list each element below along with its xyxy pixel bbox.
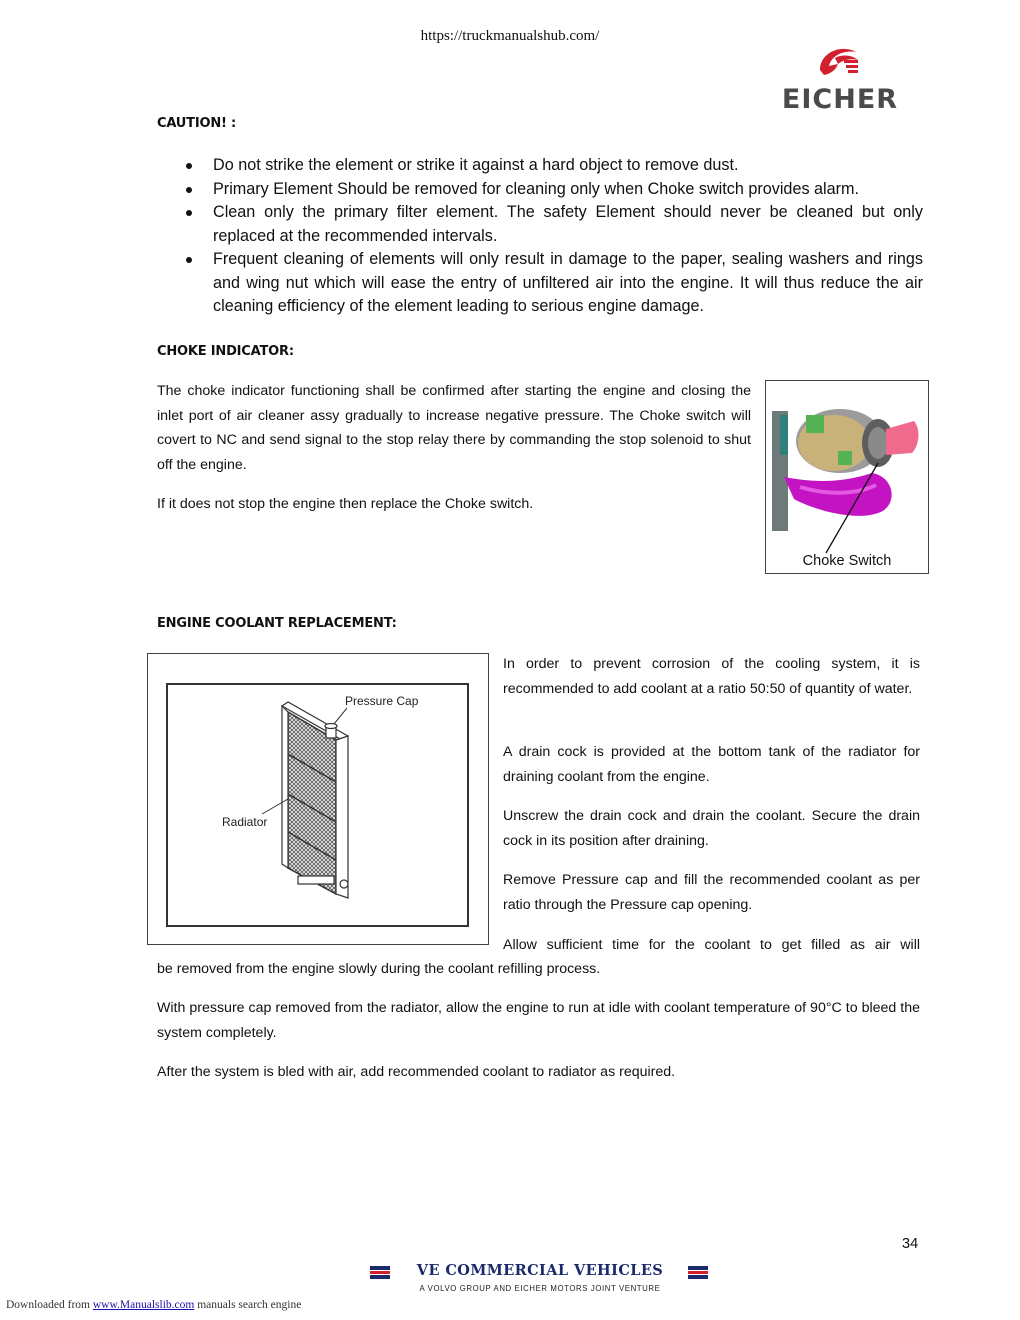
caution-heading: CAUTION! : bbox=[157, 116, 237, 131]
choke-paragraph: The choke indicator functioning shall be confirmed after starting the engine and closing the inlet port of air cleaner assy gradually to increase negative pressure. The Choke switch will covert to NC and send signal to the stop relay there by commanding the stop solenoid to shut off the engine. bbox=[157, 383, 751, 473]
downloaded-prefix: Downloaded from bbox=[6, 1299, 90, 1311]
coolant-paragraph-wrap-first: Allow sufficient time for the coolant to get filled as air will bbox=[503, 937, 920, 953]
coolant-paragraph-wrap-rest: be removed from the engine slowly during the coolant refilling process. bbox=[157, 961, 601, 977]
pressure-cap-label: Pressure Cap bbox=[345, 694, 419, 708]
choke-switch-figure bbox=[765, 380, 929, 574]
logo-wordmark: EICHER bbox=[781, 84, 899, 114]
coolant-paragraph: Remove Pressure cap and fill the recommended coolant as per ratio through the Pressure cap opening. bbox=[503, 872, 920, 913]
ve-flag-right-icon bbox=[688, 1266, 708, 1279]
radiator-illustration bbox=[148, 654, 488, 944]
caution-item: Clean only the primary filter element. The safety Element should never be cleaned but only replaced at the recommended intervals. bbox=[183, 201, 923, 248]
radiator-figure bbox=[147, 653, 489, 945]
choke-paragraph: If it does not stop the engine then replace the Choke switch. bbox=[157, 496, 534, 512]
coolant-paragraph: Unscrew the drain cock and drain the coolant. Secure the drain cock in its position after draining. bbox=[503, 808, 920, 849]
choke-switch-illustration bbox=[766, 381, 928, 573]
downloaded-note bbox=[6, 1299, 301, 1311]
downloaded-suffix: manuals search engine bbox=[197, 1299, 302, 1311]
coolant-paragraph: With pressure cap removed from the radiator, allow the engine to run at idle with coolant temperature of 90°C to bleed the system completely. bbox=[157, 1000, 920, 1041]
source-url: https://truckmanualshub.com/ bbox=[420, 28, 600, 44]
caution-item: Do not strike the element or strike it against a hard object to remove dust. bbox=[183, 154, 923, 178]
eicher-logo bbox=[780, 42, 900, 114]
coolant-paragraph: A drain cock is provided at the bottom tank of the radiator for draining coolant from the engine. bbox=[503, 744, 920, 785]
caution-item: Primary Element Should be removed for cleaning only when Choke switch provides alarm. bbox=[183, 178, 923, 202]
choke-switch-caption: Choke Switch bbox=[802, 553, 892, 569]
coolant-heading: ENGINE COOLANT REPLACEMENT: bbox=[157, 616, 397, 631]
choke-heading: CHOKE INDICATOR: bbox=[157, 344, 294, 359]
manualslib-link[interactable]: www.Manualslib.com bbox=[92, 1299, 195, 1311]
coolant-paragraph: After the system is bled with air, add recommended coolant to radiator as required. bbox=[157, 1064, 676, 1080]
ve-brand-tagline: A VOLVO GROUP AND EICHER MOTORS JOINT VENTURE bbox=[419, 1284, 661, 1293]
caution-item: Frequent cleaning of elements will only result in damage to the paper, sealing washers and rings and wing nut which will ease the entry of unfiltered air into the engine. It will thus reduce the air cleaning efficiency of the element leading to serious engine damage. bbox=[183, 248, 923, 319]
caution-list bbox=[183, 154, 923, 319]
ve-flag-left-icon bbox=[370, 1266, 390, 1279]
ve-brand-title: VE COMMERCIAL VEHICLES bbox=[416, 1262, 664, 1279]
coolant-paragraph: In order to prevent corrosion of the cooling system, it is recommended to add coolant at a ratio 50:50 of quantity of water. bbox=[503, 656, 920, 697]
radiator-label: Radiator bbox=[222, 815, 268, 829]
eicher-swoosh-icon bbox=[820, 49, 858, 75]
page-number: 34 bbox=[902, 1236, 919, 1252]
